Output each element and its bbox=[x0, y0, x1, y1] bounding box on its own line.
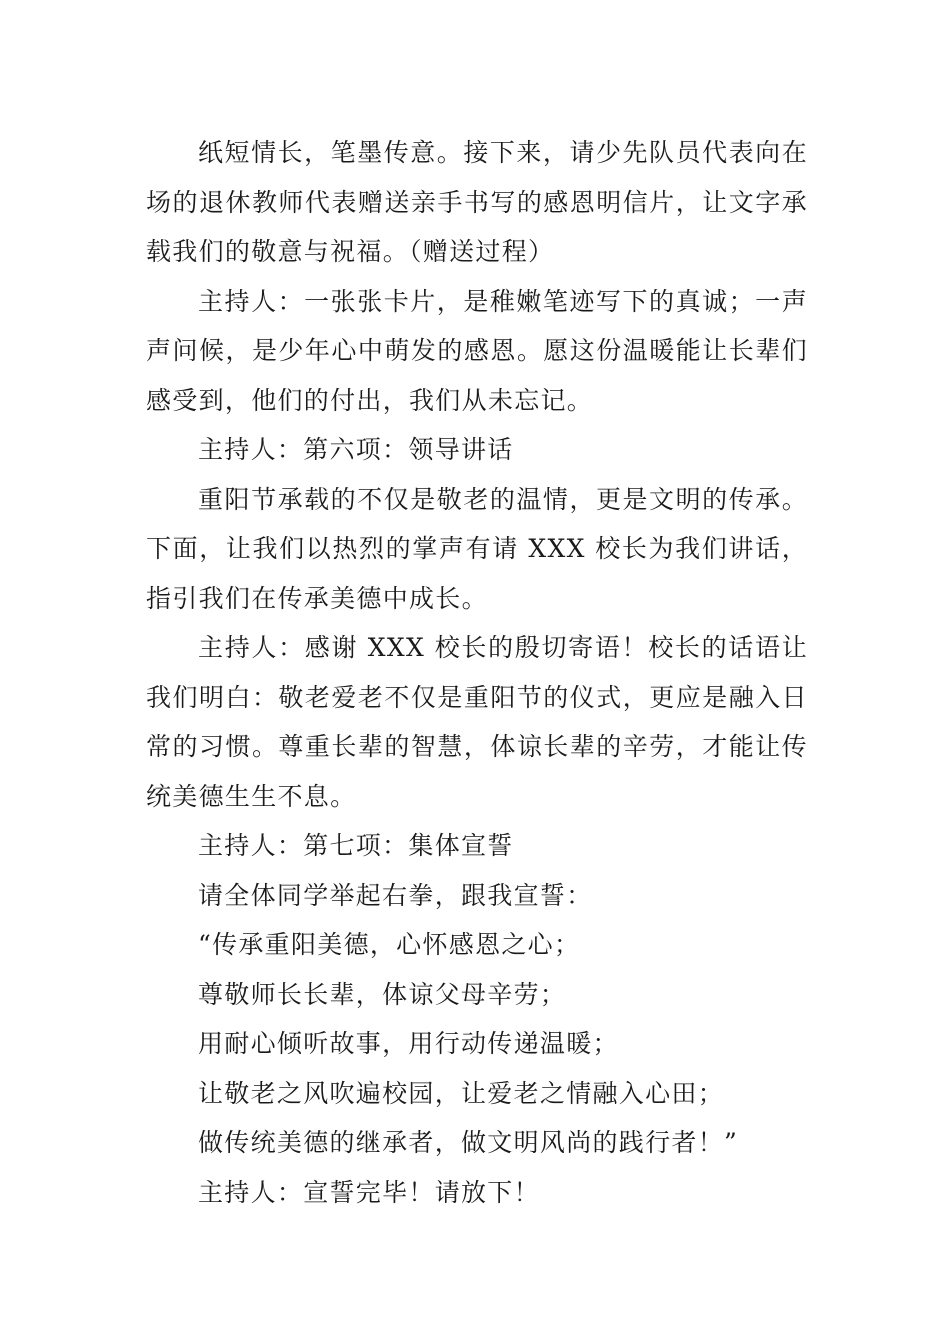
oath-line-4: 让敬老之风吹遍校园，让爱老之情融入心田； bbox=[198, 1078, 725, 1108]
oath-line-1: “传承重阳美德，心怀感恩之心； bbox=[198, 930, 581, 959]
paragraph-principal-intro: 重阳节承载的不仅是敬老的温情，更是文明的传承。下面，让我们以热烈的掌声有请 XXX 校长为我们讲话，指引我们在传承美德中成长。 bbox=[146, 484, 808, 613]
paragraph-host-thanks: 主持人：感谢 XXX 校长的殷切寄语！校长的话语让我们明白：敬老爱老不仅是重阳节的仪式，更应是融入日常的习惯。尊重长辈的智慧，体谅长辈的辛劳，才能让传统美德生生不息。 bbox=[146, 633, 808, 811]
oath-line-3: 用耐心倾听故事，用行动传递温暖； bbox=[198, 1029, 619, 1058]
oath-line-5: 做传统美德的继承者，做文明风尚的践行者！” bbox=[198, 1128, 739, 1157]
paragraph-item-seven-heading: 主持人：第七项：集体宣誓 bbox=[198, 831, 514, 860]
paragraph-host-cards: 主持人：一张张卡片，是稚嫩笔迹写下的真诚；一声声问候，是少年心中萌发的感恩。愿这份温暖能让长辈们感受到，他们的付出，我们从未忘记。 bbox=[146, 286, 808, 415]
oath-line-2: 尊敬师长长辈，体谅父母辛劳； bbox=[198, 979, 567, 1009]
paragraph-oath-complete: 主持人：宣誓完毕！请放下！ bbox=[198, 1177, 540, 1207]
paragraph-item-six-heading: 主持人：第六项：领导讲话 bbox=[198, 435, 514, 464]
paragraph-postcard-gift: 纸短情长，笔墨传意。接下来，请少先队员代表向在场的退休教师代表赠送亲手书写的感恩明信片，让文字承载我们的敬意与祝福。（赠送过程） bbox=[146, 138, 808, 266]
document-body bbox=[146, 128, 808, 1217]
paragraph-oath-instruction: 请全体同学举起右拳，跟我宣誓： bbox=[198, 880, 593, 910]
